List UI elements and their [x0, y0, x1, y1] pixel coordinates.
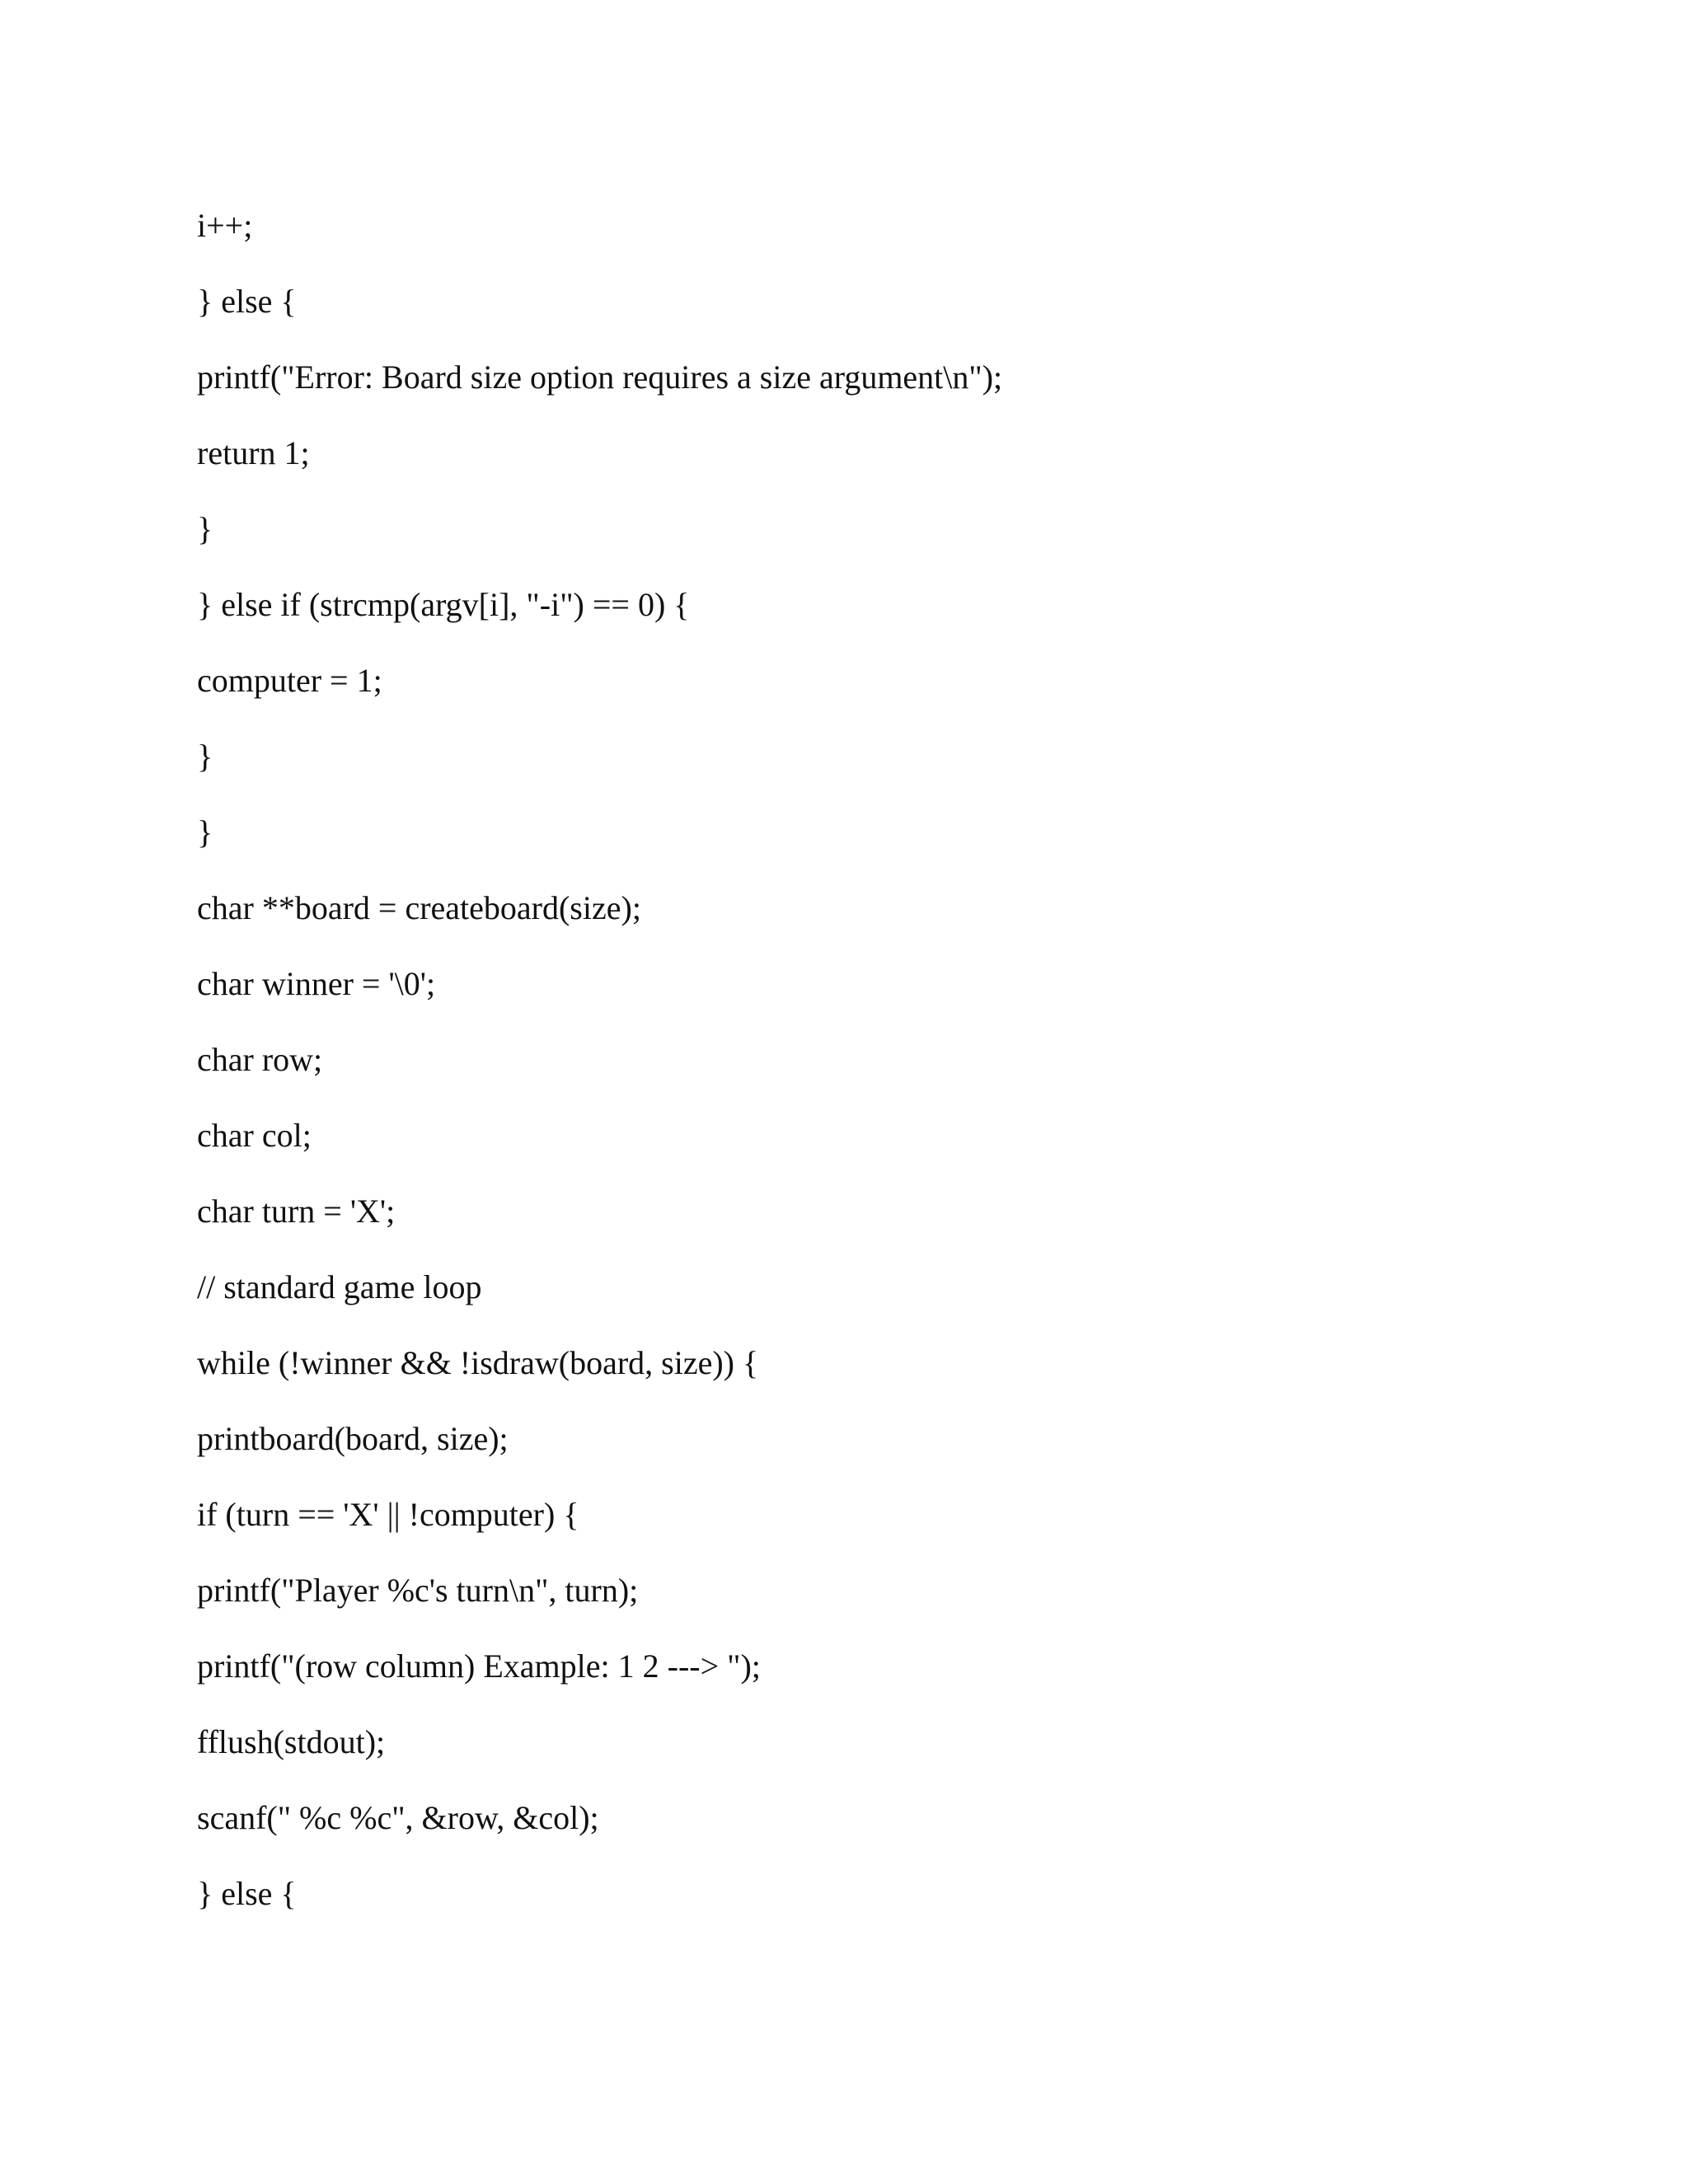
code-line: char **board = createboard(size);: [197, 889, 641, 926]
code-line: while (!winner && !isdraw(board, size)) {: [197, 1344, 759, 1381]
code-line: }: [197, 813, 213, 851]
code-line: } else {: [197, 283, 297, 320]
code-line: } else {: [197, 1875, 297, 1912]
code-line: computer = 1;: [197, 662, 382, 699]
code-line: fflush(stdout);: [197, 1723, 386, 1760]
code-line: } else if (strcmp(argv[i], "-i") == 0) {: [197, 586, 690, 623]
code-line: printboard(board, size);: [197, 1420, 509, 1457]
code-line: printf("(row column) Example: 1 2 ---> ");: [197, 1647, 761, 1685]
code-line: }: [197, 738, 213, 775]
code-listing: [197, 188, 1002, 1932]
code-line: i++;: [197, 207, 253, 244]
code-line: printf("Error: Board size option requires a size argument\n");: [197, 359, 1003, 396]
code-line: char turn = 'X';: [197, 1193, 396, 1230]
code-line: scanf(" %c %c", &row, &col);: [197, 1799, 599, 1836]
code-line: printf("Player %c's turn\n", turn);: [197, 1572, 639, 1609]
code-line: // standard game loop: [197, 1268, 482, 1305]
code-line: char col;: [197, 1117, 312, 1154]
code-line: char row;: [197, 1041, 323, 1078]
code-line: char winner = '\0';: [197, 965, 436, 1002]
code-line: return 1;: [197, 434, 310, 471]
code-line: if (turn == 'X' || !computer) {: [197, 1496, 579, 1533]
code-line: }: [197, 510, 213, 547]
